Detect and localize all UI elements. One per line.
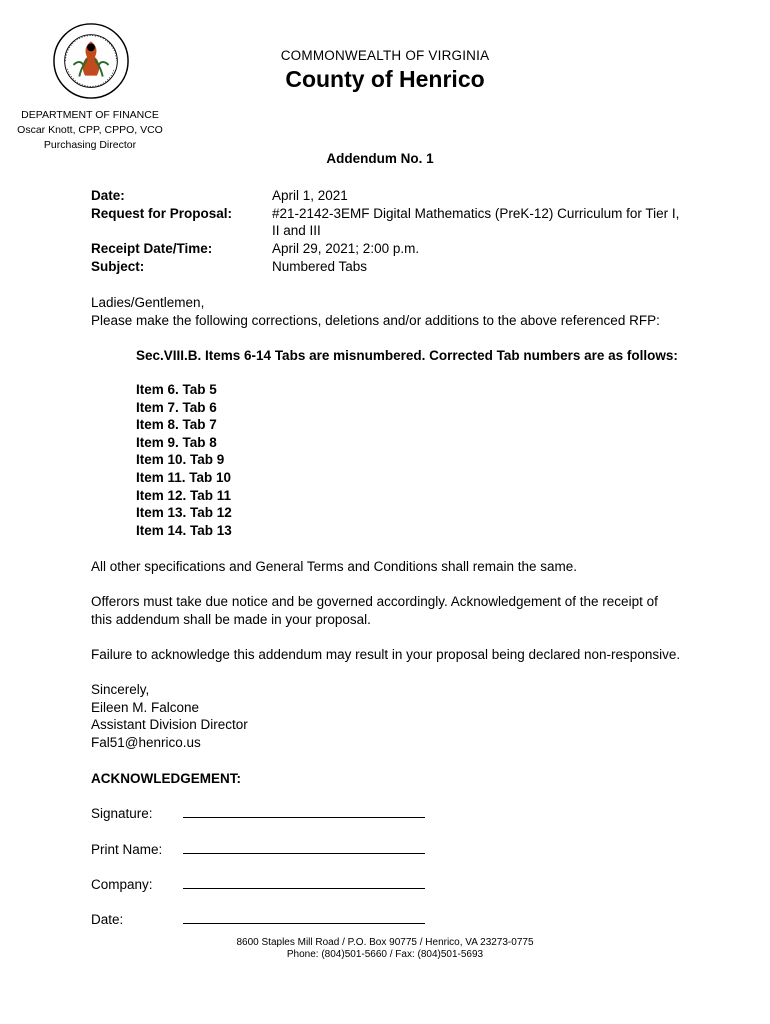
receipt-label: Receipt Date/Time: xyxy=(91,241,213,256)
list-item: Item 6. Tab 5 xyxy=(136,382,217,397)
county-seal-logo xyxy=(52,22,130,100)
signature-field-row[interactable] xyxy=(91,805,451,821)
items-list xyxy=(136,381,232,539)
list-item: Item 12. Tab 11 xyxy=(136,487,232,503)
section-heading: Sec.VIII.B. Items 6-14 Tabs are misnumbered. Corrected Tab numbers are as follows: xyxy=(136,348,678,363)
list-item: Item 7. Tab 6 xyxy=(136,399,217,415)
county-heading: County of Henrico xyxy=(285,66,485,92)
subject-value: Numbered Tabs xyxy=(272,259,368,274)
footer-address: 8600 Staples Mill Road / P.O. Box 90775 / Henrico, VA 23273-0775 xyxy=(236,937,534,948)
paragraph-failure: Failure to acknowledge this addendum may result in your proposal being declared non-responsive. xyxy=(91,647,681,662)
date-value: April 1, 2021 xyxy=(272,188,348,203)
date-field-label: Date: xyxy=(91,912,124,927)
intro-paragraph: Please make the following corrections, deletions and/or additions to the above referenced RFP: xyxy=(91,313,660,328)
director-title: Purchasing Director xyxy=(43,139,137,151)
acknowledgement-heading: ACKNOWLEDGEMENT: xyxy=(91,771,241,786)
addendum-title: Addendum No. 1 xyxy=(326,151,434,166)
commonwealth-heading: COMMONWEALTH OF VIRGINIA xyxy=(280,48,490,63)
paragraph-offerors-line1: Offerors must take due notice and be governed accordingly. Acknowledgement of the receipt of xyxy=(91,594,658,609)
list-item: Item 14. Tab 13 xyxy=(136,522,232,538)
date-field-row[interactable] xyxy=(91,911,451,927)
signer-title: Assistant Division Director xyxy=(91,717,248,732)
date-line[interactable] xyxy=(183,911,425,924)
company-field-row[interactable] xyxy=(91,876,451,892)
company-line[interactable] xyxy=(183,876,425,889)
salutation: Ladies/Gentlemen, xyxy=(91,295,205,310)
rfp-value-line2: II and III xyxy=(272,223,321,238)
subject-label: Subject: xyxy=(91,259,145,274)
signer-email: Fal51@henrico.us xyxy=(91,735,201,750)
signature-label: Signature: xyxy=(91,806,153,821)
list-item: Item 11. Tab 10 xyxy=(136,469,232,485)
director-name: Oscar Knott, CPP, CPPO, VCO xyxy=(17,124,163,136)
department-name: DEPARTMENT OF FINANCE xyxy=(21,109,159,121)
print-name-line[interactable] xyxy=(183,841,425,854)
list-item: Item 9. Tab 8 xyxy=(136,434,217,450)
footer-phone: Phone: (804)501-5660 / Fax: (804)501-5693 xyxy=(286,949,484,960)
list-item: Item 10. Tab 9 xyxy=(136,452,225,468)
paragraph-specifications: All other specifications and General Terms and Conditions shall remain the same. xyxy=(91,559,577,574)
list-item: Item 8. Tab 7 xyxy=(136,417,217,433)
rfp-label: Request for Proposal: xyxy=(91,206,233,221)
paragraph-offerors-line2: this addendum shall be made in your proposal. xyxy=(91,612,371,627)
signature-line[interactable] xyxy=(183,805,425,818)
company-label: Company: xyxy=(91,877,153,892)
print-name-field-row[interactable] xyxy=(91,841,451,857)
closing: Sincerely, xyxy=(91,682,150,697)
list-item: Item 13. Tab 12 xyxy=(136,505,232,521)
print-name-label: Print Name: xyxy=(91,842,163,857)
receipt-value: April 29, 2021; 2:00 p.m. xyxy=(272,241,420,256)
signer-name: Eileen M. Falcone xyxy=(91,700,200,715)
date-label: Date: xyxy=(91,188,125,203)
rfp-value-line1: #21-2142-3EMF Digital Mathematics (PreK-12) Curriculum for Tier I, xyxy=(272,206,680,221)
